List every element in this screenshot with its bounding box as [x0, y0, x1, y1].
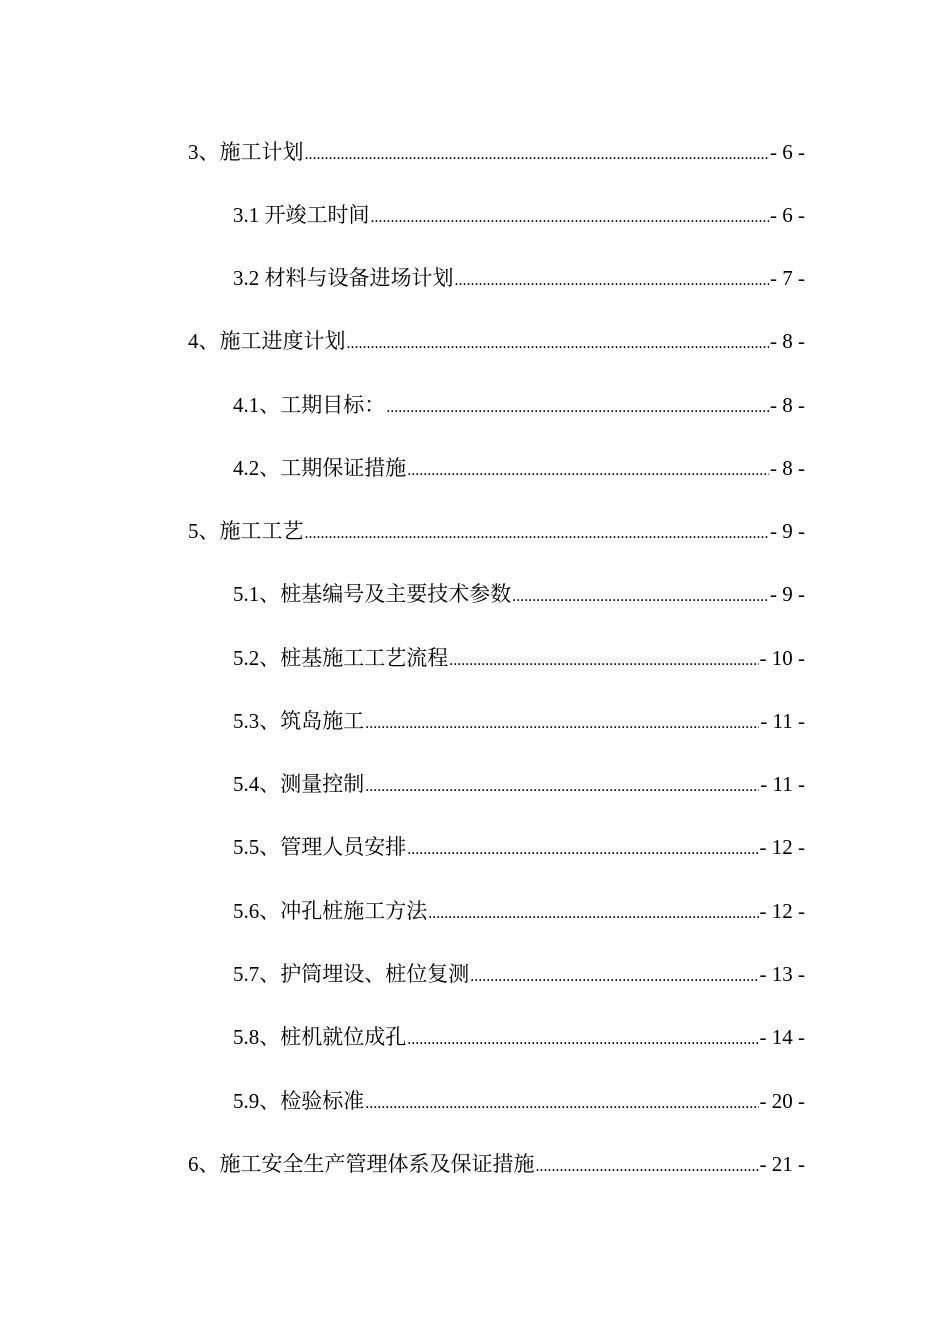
- toc-entry-page: - 14 -: [759, 1025, 805, 1049]
- toc-dot-leader: [365, 1089, 758, 1119]
- toc-entry-label: 5.5、管理人员安排: [233, 835, 407, 859]
- toc-entry-page: - 9 -: [770, 582, 805, 606]
- toc-dot-leader: [347, 329, 770, 359]
- toc-dot-leader: [407, 835, 758, 865]
- toc-entry-page: - 12 -: [759, 899, 805, 923]
- toc-entry[interactable]: [233, 1086, 805, 1116]
- toc-entry-page: - 9 -: [770, 519, 805, 543]
- toc-entry-label: 5、施工工艺: [188, 519, 304, 543]
- toc-entry[interactable]: [233, 706, 805, 736]
- toc-entry[interactable]: [233, 263, 805, 293]
- toc-dot-leader: [365, 709, 759, 739]
- toc-entry[interactable]: [233, 896, 805, 926]
- toc-entry[interactable]: [188, 1149, 805, 1179]
- toc-entry-page: - 8 -: [770, 329, 805, 353]
- toc-dot-leader: [305, 519, 770, 549]
- toc-entry-label: 4、施工进度计划: [188, 329, 346, 353]
- toc-entry[interactable]: [233, 390, 805, 420]
- toc-dot-leader: [536, 1152, 759, 1182]
- toc-entry-page: - 20 -: [759, 1089, 805, 1113]
- toc-entry-label: 3、施工计划: [188, 140, 304, 164]
- toc-entry-label: 5.1、桩基编号及主要技术参数: [233, 582, 512, 606]
- toc-entry-label: 3.1 开竣工时间: [233, 203, 370, 227]
- toc-dot-leader: [371, 203, 770, 233]
- toc-entry[interactable]: [233, 769, 805, 799]
- toc-entry-label: 5.3、筑岛施工: [233, 709, 365, 733]
- toc-entry-page: - 11 -: [760, 709, 805, 733]
- toc-entry-label: 5.4、测量控制: [233, 772, 365, 796]
- toc-entry[interactable]: [233, 453, 805, 483]
- toc-dot-leader: [407, 456, 769, 486]
- toc-dot-leader: [365, 772, 759, 802]
- toc-dot-leader: [305, 140, 770, 170]
- toc-entry[interactable]: [233, 959, 805, 989]
- toc-entry-label: 5.7、护筒埋设、桩位复测: [233, 962, 470, 986]
- toc-entry-label: 4.1、工期目标：: [233, 393, 386, 417]
- toc-entry[interactable]: [233, 1022, 805, 1052]
- toc-entry-page: - 12 -: [759, 835, 805, 859]
- toc-entry-page: - 8 -: [770, 393, 805, 417]
- toc-entry-page: - 21 -: [759, 1152, 805, 1176]
- toc-entry-label: 3.2 材料与设备进场计划: [233, 266, 454, 290]
- toc-entry-page: - 6 -: [770, 203, 805, 227]
- toc-entry[interactable]: [233, 579, 805, 609]
- toc-dot-leader: [386, 393, 769, 423]
- toc-entry[interactable]: [233, 200, 805, 230]
- toc-entry-label: 4.2、工期保证措施: [233, 456, 407, 480]
- toc-entry-page: - 13 -: [759, 962, 805, 986]
- toc-entry[interactable]: [188, 516, 805, 546]
- toc-entry-label: 5.2、桩基施工工艺流程: [233, 646, 449, 670]
- toc-entry-page: - 8 -: [770, 456, 805, 480]
- toc-dot-leader: [455, 266, 770, 296]
- toc-dot-leader: [470, 962, 758, 992]
- toc-entry[interactable]: [188, 137, 805, 167]
- toc-entry[interactable]: [188, 326, 805, 356]
- toc-entry-label: 5.6、冲孔桩施工方法: [233, 899, 428, 923]
- toc-entry-label: 6、施工安全生产管理体系及保证措施: [188, 1152, 535, 1176]
- toc-dot-leader: [512, 582, 769, 612]
- toc-entry-page: - 10 -: [759, 646, 805, 670]
- toc-dot-leader: [428, 899, 758, 929]
- toc-entry-page: - 7 -: [770, 266, 805, 290]
- toc-dot-leader: [449, 646, 758, 676]
- toc-entry-label: 5.8、桩机就位成孔: [233, 1025, 407, 1049]
- toc-entry-page: - 11 -: [760, 772, 805, 796]
- toc-entry-page: - 6 -: [770, 140, 805, 164]
- toc-entry-label: 5.9、检验标准: [233, 1089, 365, 1113]
- toc-entry[interactable]: [233, 832, 805, 862]
- toc-dot-leader: [407, 1025, 758, 1055]
- toc-entry[interactable]: [233, 643, 805, 673]
